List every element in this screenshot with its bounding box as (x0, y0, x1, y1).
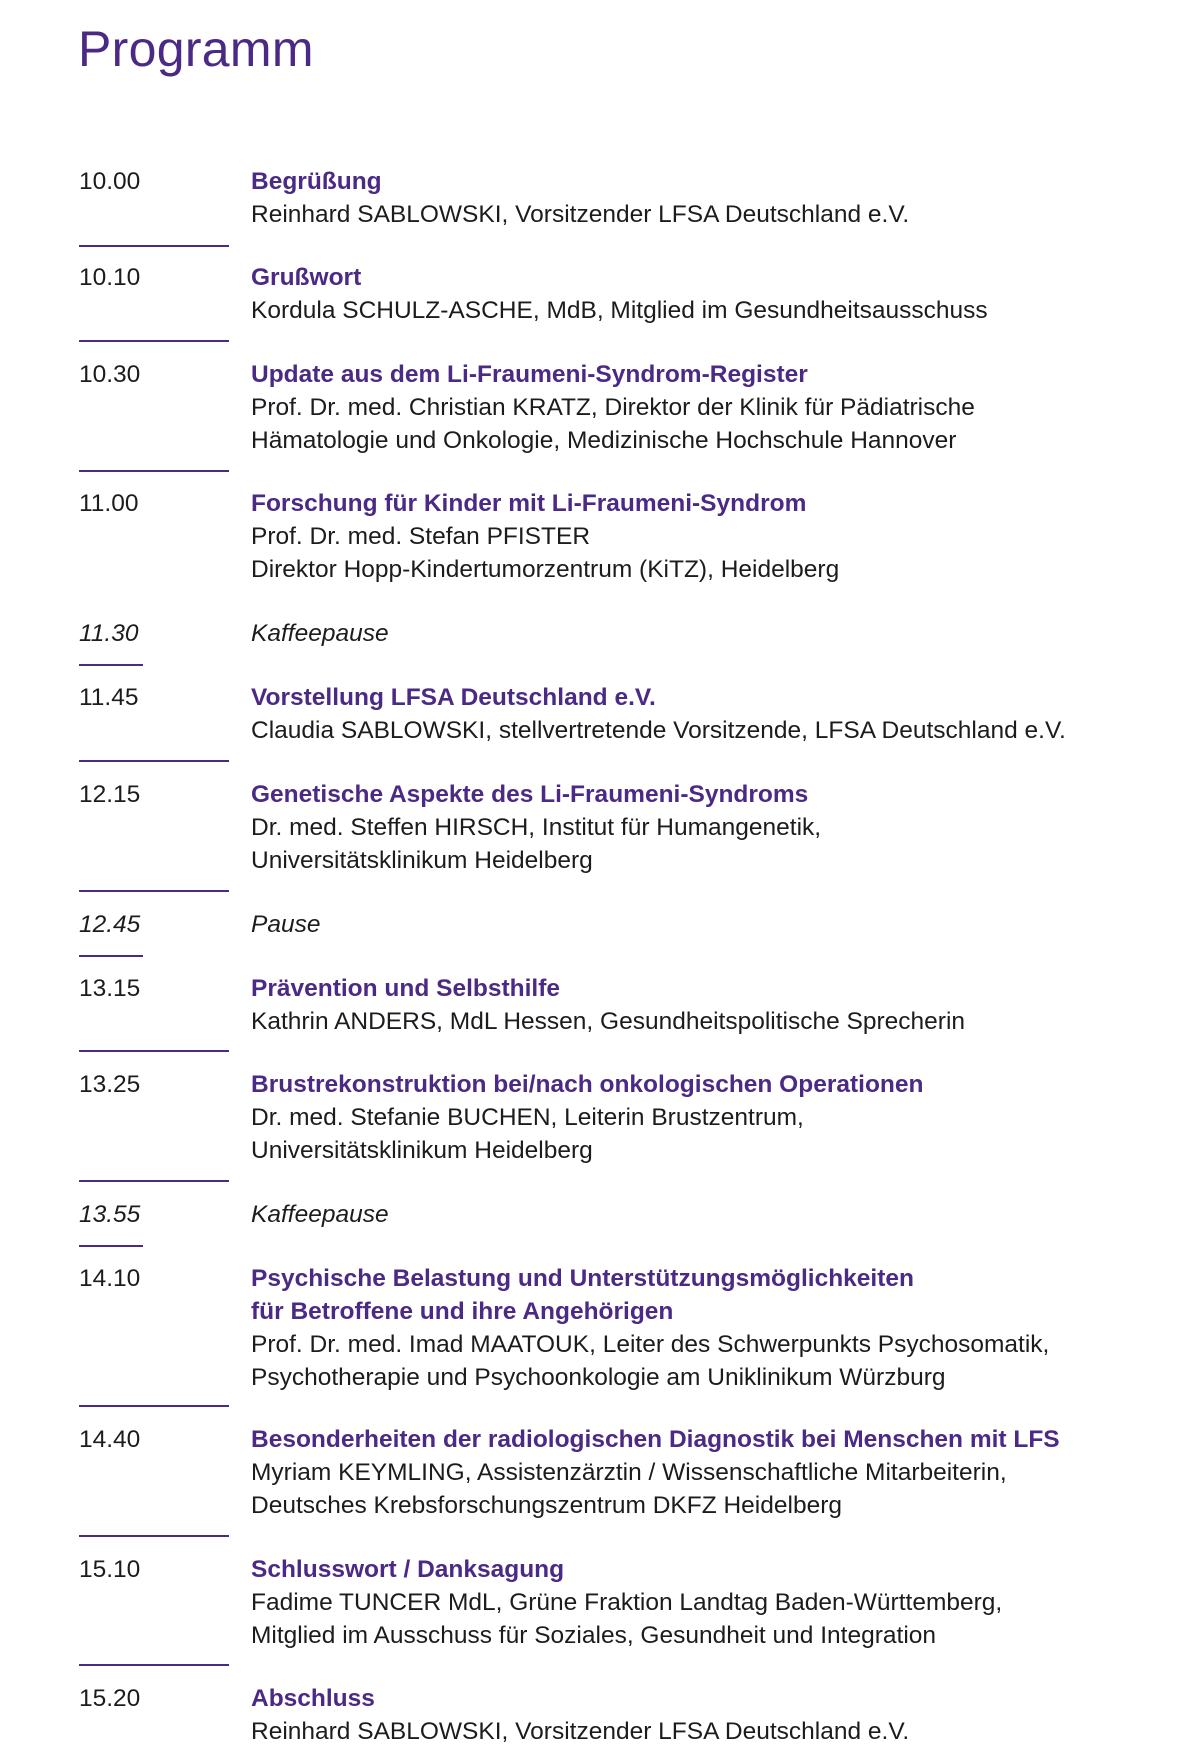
entry-content (251, 681, 1171, 747)
speaker-line: Prof. Dr. med. Stefan PFISTER (251, 523, 591, 550)
speaker-line: Myriam KEYMLING, Assistenzärztin / Wissenschaftliche Mitarbeiterin, (251, 1459, 1007, 1486)
entry-title: Vorstellung LFSA Deutschland e.V. (251, 684, 656, 711)
entry-time: 14.10 (79, 1265, 141, 1292)
separator-line (79, 890, 229, 892)
separator-line (79, 245, 229, 247)
entry-title: Schlusswort / Danksagung (251, 1556, 565, 1583)
entry-title: für Betroffene und ihre Angehörigen (251, 1298, 674, 1325)
entry-content (251, 1553, 1171, 1652)
speaker-line: Claudia SABLOWSKI, stellvertretende Vorsitzende, LFSA Deutschland e.V. (251, 717, 1066, 744)
separator-line (79, 1245, 143, 1247)
entry-content (251, 487, 1171, 586)
speaker-line: Fadime TUNCER MdL, Grüne Fraktion Landtag Baden-Württemberg, (251, 1589, 1003, 1616)
separator-line (79, 1664, 229, 1666)
separator-line (79, 470, 229, 472)
speaker-line: Reinhard SABLOWSKI, Vorsitzender LFSA Deutschland e.V. (251, 1718, 910, 1745)
entry-time: 10.10 (79, 264, 141, 291)
entry-time: 10.00 (79, 168, 141, 195)
entry-title: Psychische Belastung und Unterstützungsmöglichkeiten (251, 1265, 914, 1292)
entry-content (251, 908, 1171, 941)
speaker-line: Dr. med. Steffen HIRSCH, Institut für Humangenetik, (251, 814, 822, 841)
entry-time: 13.55 (79, 1201, 141, 1228)
entry-content (251, 1198, 1171, 1231)
separator-line (79, 1050, 229, 1052)
separator-line (79, 760, 229, 762)
entry-content (251, 261, 1171, 327)
entry-time: 12.45 (79, 911, 141, 938)
entry-time: 13.15 (79, 975, 141, 1002)
entry-content (251, 1262, 1171, 1394)
speaker-line: Universitätsklinikum Heidelberg (251, 1137, 593, 1164)
entry-title: Prävention und Selbsthilfe (251, 975, 561, 1002)
entry-time: 13.25 (79, 1071, 141, 1098)
entry-title: Begrüßung (251, 168, 382, 195)
entry-time: 11.45 (79, 684, 139, 711)
break-label: Pause (251, 911, 321, 938)
speaker-line: Psychotherapie und Psychoonkologie am Uniklinikum Würzburg (251, 1364, 946, 1391)
entry-content (251, 1068, 1171, 1167)
page-title: Programm (78, 21, 314, 77)
break-label: Kaffeepause (251, 620, 389, 647)
entry-content (251, 972, 1171, 1038)
entry-time: 15.20 (79, 1685, 141, 1712)
entry-content (251, 617, 1171, 650)
speaker-line: Dr. med. Stefanie BUCHEN, Leiterin Brustzentrum, (251, 1104, 804, 1131)
speaker-line: Mitglied im Ausschuss für Soziales, Gesundheit und Integration (251, 1622, 937, 1649)
entry-title: Abschluss (251, 1685, 375, 1712)
speaker-line: Kathrin ANDERS, MdL Hessen, Gesundheitspolitische Sprecherin (251, 1008, 966, 1035)
entry-title: Genetische Aspekte des Li-Fraumeni-Syndroms (251, 781, 809, 808)
separator-line (79, 1405, 229, 1407)
speaker-line: Direktor Hopp-Kindertumorzentrum (KiTZ), Heidelberg (251, 556, 840, 583)
separator-line (79, 1535, 229, 1537)
entry-time: 12.15 (79, 781, 141, 808)
separator-line (79, 955, 143, 957)
speaker-line: Kordula SCHULZ-ASCHE, MdB, Mitglied im Gesundheitsausschuss (251, 297, 988, 324)
speaker-line: Deutsches Krebsforschungszentrum DKFZ Heidelberg (251, 1492, 842, 1519)
entry-content (251, 358, 1171, 457)
break-label: Kaffeepause (251, 1201, 389, 1228)
entry-content (251, 778, 1171, 877)
entry-title: Forschung für Kinder mit Li-Fraumeni-Syndrom (251, 490, 807, 517)
entry-time: 11.30 (79, 620, 139, 647)
entry-title: Update aus dem Li-Fraumeni-Syndrom-Register (251, 361, 808, 388)
speaker-line: Prof. Dr. med. Imad MAATOUK, Leiter des Schwerpunkts Psychosomatik, (251, 1331, 1050, 1358)
entry-title: Grußwort (251, 264, 362, 291)
entry-title: Besonderheiten der radiologischen Diagnostik bei Menschen mit LFS (251, 1426, 1060, 1453)
speaker-line: Hämatologie und Onkologie, Medizinische Hochschule Hannover (251, 427, 957, 454)
separator-line (79, 1180, 229, 1182)
speaker-line: Reinhard SABLOWSKI, Vorsitzender LFSA Deutschland e.V. (251, 201, 910, 228)
entry-content (251, 1423, 1171, 1522)
entry-time: 11.00 (79, 490, 139, 517)
entry-title: Brustrekonstruktion bei/nach onkologischen Operationen (251, 1071, 924, 1098)
entry-time: 14.40 (79, 1426, 141, 1453)
speaker-line: Prof. Dr. med. Christian KRATZ, Direktor der Klinik für Pädiatrische (251, 394, 975, 421)
separator-line (79, 664, 143, 666)
entry-content (251, 165, 1171, 231)
entry-content (251, 1682, 1171, 1748)
separator-line (79, 340, 229, 342)
entry-time: 10.30 (79, 361, 141, 388)
speaker-line: Universitätsklinikum Heidelberg (251, 847, 593, 874)
entry-time: 15.10 (79, 1556, 141, 1583)
